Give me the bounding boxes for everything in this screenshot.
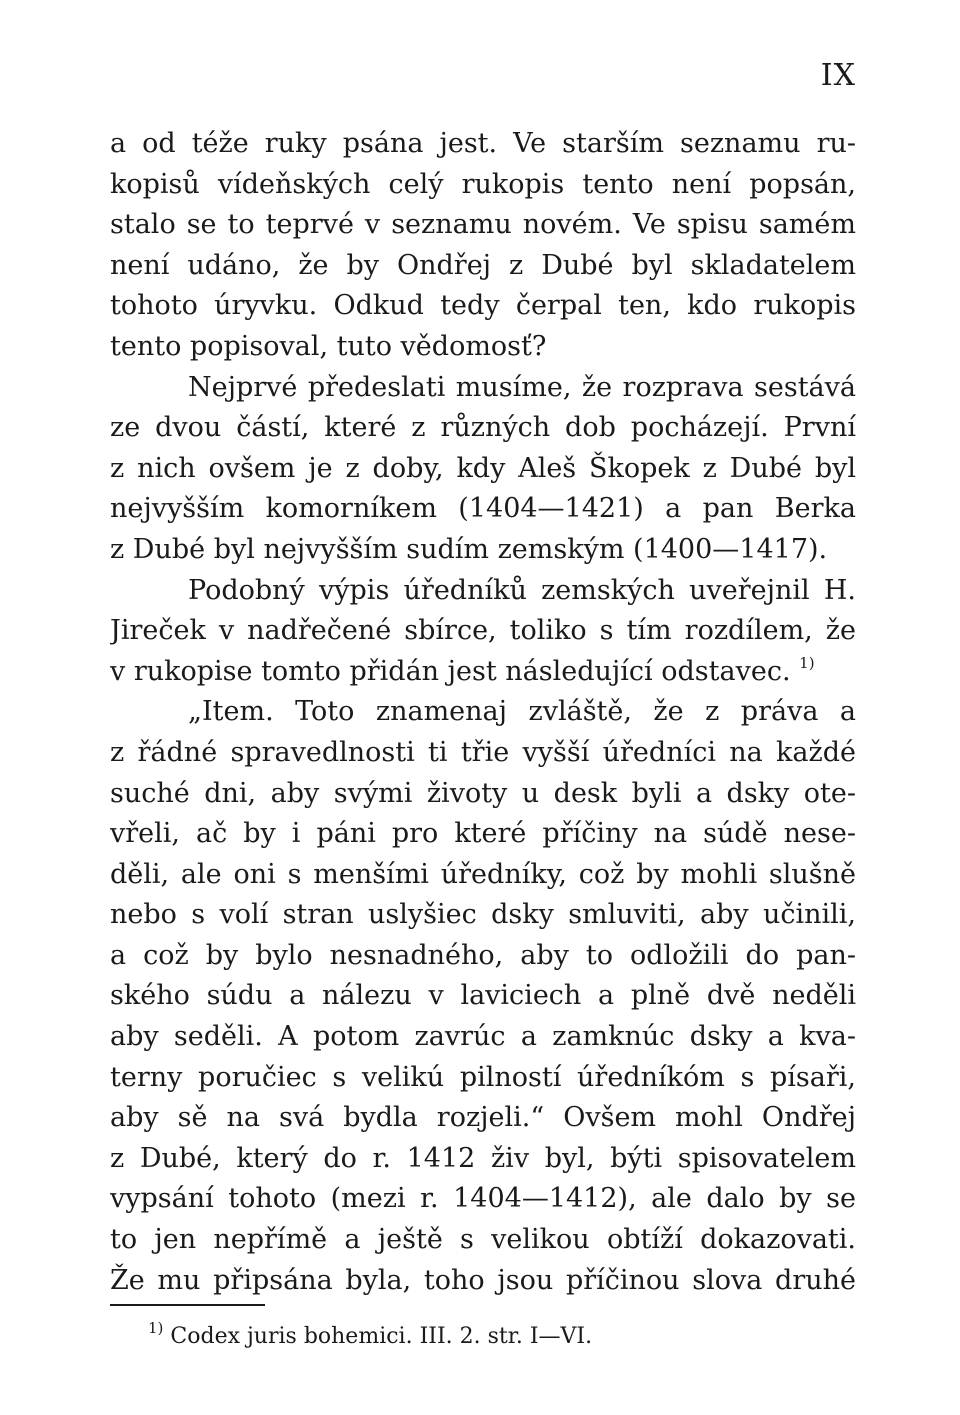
text-line: stalo se to teprvé v seznamu novém. Ve spisu samém <box>110 209 856 241</box>
text-line: Že mu připsána byla, toho jsou příčinou slova druhé <box>110 1264 856 1296</box>
text-line: Nejprvé předeslati musíme, že rozprava sestává <box>188 371 856 403</box>
text-line: tohoto úryvku. Odkud tedy čerpal ten, kdo rukopis <box>110 290 856 322</box>
text-line: terny poručiec s velikú pilností úředníkóm s písaři, <box>110 1061 856 1093</box>
text-line: z nich ovšem je z doby, kdy Aleš Škopek z Dubé byl <box>110 452 856 484</box>
text-line: z řádné spravedlnosti ti třie vyšší úředníci na každé <box>110 736 856 768</box>
text-line: aby sě na svá bydla rozjeli.“ Ovšem mohl Ondřej <box>110 1102 856 1134</box>
page-number: IX <box>820 58 856 93</box>
text-line: z Dubé, který do r. 1412 živ byl, býti spisovatelem <box>110 1142 856 1174</box>
text-line-content: v rukopise tomto přidán jest následující odstavec. <box>110 655 791 687</box>
text-line: a od téže ruky psána jest. Ve starším seznamu ru- <box>110 128 856 159</box>
text-line: nebo s volí stran uslyšiec dsky smluviti, aby učinili, <box>110 899 856 931</box>
text-line: kopisů vídeňských celý rukopis tento není popsán, <box>110 168 856 200</box>
paragraph <box>110 368 856 571</box>
text-line: Jireček v nadřečené sbírce, toliko s tím rozdílem, že <box>110 615 856 647</box>
text-line: a což by bylo nesnadného, aby to odložili do pan- <box>110 939 856 971</box>
footnote-divider <box>110 1304 265 1306</box>
footnote-reference: 1) <box>799 653 815 672</box>
text-line <box>110 652 856 693</box>
body-text <box>110 124 856 1301</box>
text-line: děli, ale oni s menšími úředníky, což by mohli slušně <box>110 858 856 890</box>
paragraph <box>110 124 856 368</box>
paragraph <box>110 692 856 1301</box>
paragraph <box>110 571 856 693</box>
text-line: z Dubé byl nejvyšším sudím zemským (1400—1417). <box>110 533 828 565</box>
text-line: aby seděli. A potom zavrúc a zamknúc dsky a kva- <box>110 1021 856 1053</box>
text-line: vřeli, ač by i páni pro které příčiny na súdě nese- <box>110 818 856 850</box>
text-line: to jen nepřímě a ještě s velikou obtíží dokazovati. <box>110 1224 856 1256</box>
text-line: vypsání tohoto (mezi r. 1404—1412), ale dalo by se <box>110 1183 856 1215</box>
footnote-text: Codex juris bohemici. III. 2. str. I—VI. <box>170 1324 593 1349</box>
footnote-marker: 1) <box>148 1318 164 1337</box>
text-line: nejvyšším komorníkem (1404—1421) a pan Berka <box>110 493 856 525</box>
text-line: ského súdu a nálezu v laviciech a plně dvě neděli <box>110 980 856 1012</box>
text-line: „Item. Toto znamenaj zvláště, že z práva a <box>188 696 856 728</box>
text-line: tento popisoval, tuto vědomosť? <box>110 330 547 362</box>
footnote <box>148 1318 593 1352</box>
text-line: ze dvou částí, které z různých dob pocházejí. První <box>110 412 856 444</box>
text-line: Podobný výpis úředníků zemských uveřejnil H. <box>188 574 856 606</box>
text-line: není udáno, že by Ondřej z Dubé byl skladatelem <box>110 249 856 281</box>
text-line: suché dni, aby svými životy u desk byli a dsky ote- <box>110 777 856 809</box>
